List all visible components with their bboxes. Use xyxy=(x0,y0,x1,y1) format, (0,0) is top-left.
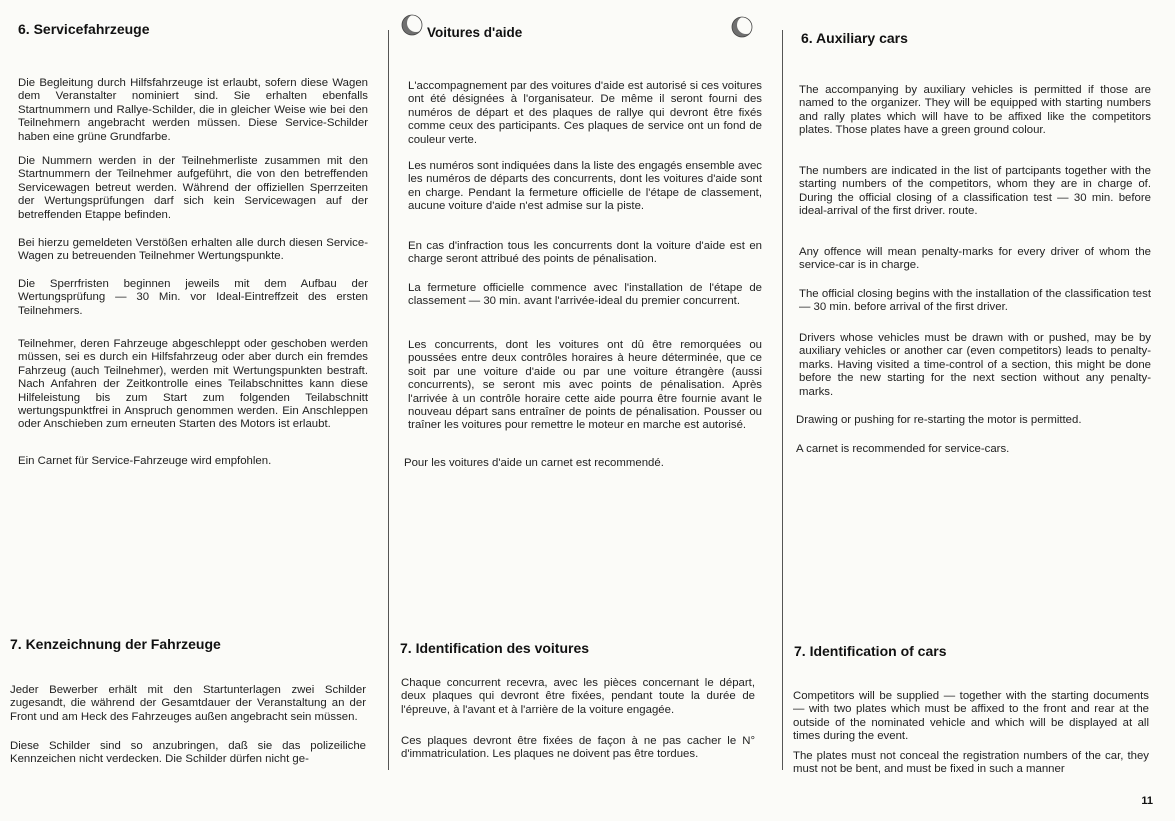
french-section6-paragraph-6: Pour les voitures d'aide un carnet est recommendé. xyxy=(404,457,664,469)
english-section7-paragraph-1: Competitors will be supplied — together with the starting documents — with two plates which must be affixed to the front and rear at the outside of the nominated vehicle and which will be displayed at all times during the event. xyxy=(793,690,1149,743)
moon-logo-icon xyxy=(401,14,423,36)
english-section6-paragraph-6: Drawing or pushing for re-starting the motor is permitted. xyxy=(796,414,1082,426)
german-section7-title: 7. Kenzeichnung der Fahrzeuge xyxy=(10,636,221,652)
french-section7-paragraph-1: Chaque concurrent recevra, avec les pièces concernant le départ, deux plaques qui devront être fixées, pendant toute la durée de l'épreuve, à l'avant et à l'arrière de la voiture engagée. xyxy=(401,677,755,716)
english-section6-paragraph-2: The numbers are indicated in the list of partcipants together with the starting numbers of the competitors, whom they are in charge of. During the official closing of a classification test — 30 min. before ideal-arrival of the first driver. route. xyxy=(799,165,1151,218)
page-number: 11 xyxy=(1141,795,1153,807)
german-section6-title: 6. Servicefahrzeuge xyxy=(18,21,150,37)
german-section6-paragraph-3: Bei hierzu gemeldeten Verstößen erhalten alle durch diesen Service-Wagen zu betreuenden Teilnehmer Wertungspunkte. xyxy=(18,237,368,263)
german-section6-paragraph-1: Die Begleitung durch Hilfsfahrzeuge ist erlaubt, sofern diese Wagen dem Veranstalter nominiert sind. Sie erhalten ebenfalls Startnummern und Rallye-Schilder, die in gleicher Weise wie bei den Teilnehmern angebracht werden müssen. Diese Service-Schilder haben eine grüne Grundfarbe. xyxy=(18,77,368,143)
english-section6-paragraph-4: The official closing begins with the installation of the classification test — 30 min. before arrival of the first driver. xyxy=(799,288,1151,314)
english-section6-title: 6. Auxiliary cars xyxy=(801,30,908,46)
german-section6-paragraph-5: Teilnehmer, deren Fahrzeuge abgeschleppt oder geschoben werden müssen, sei es durch ein Hilfsfahrzeug oder aber durch ein fremdes Fahrzeug (auch Teilnehmer), werden mit Wertungspunkten bestraft. Nach Anfahren der Zeitkontrolle eines Teilabschnittes kann diese Hilfeleistung bis zum Start zum folgenden Teilabschnitt wertungspunktfrei in Anspruch genommen werden. Ein Anschleppen oder Anschieben zum erneuten Starten des Motors ist erlaubt. xyxy=(18,338,368,431)
column-divider-right xyxy=(782,30,783,770)
column-divider-left xyxy=(388,30,389,770)
french-section6-paragraph-5: Les concurrents, dont les voitures ont dû être remorquées ou poussées entre deux contrôles horaires à heure déterminée, que ce soit par une voiture d'aide ou par une voiture étrangère (aussi concurrents), se seront mis avec points de pénalisation. Après l'arrivée à un contrôle horaire cette aide pourra être fournie avant le nouveau départ sans entraîner de points de pénalisation. Pousser ou traîner les voitures pour remettre le moteur en marche est autorisé. xyxy=(408,339,762,432)
english-section6-paragraph-1: The accompanying by auxiliary vehicles is permitted if those are named to the organizer. They will be equipped with starting numbers and rally plates which will have to be affixed like the competitors plates. Those plates have a green ground colour. xyxy=(799,84,1151,137)
english-section7-title: 7. Identification of cars xyxy=(794,643,947,659)
german-section7-paragraph-2: Diese Schilder sind so anzubringen, daß sie das polizeiliche Kennzeichen nicht verdecken. Die Schilder dürfen nicht ge- xyxy=(10,740,366,766)
french-section6-paragraph-2: Les numéros sont indiquées dans la liste des engagés ensemble avec les numéros de départs des concurrents, dont les voitures d'aide sont en charge. Pendant la fermeture officielle de l'étape de classement, aucune voiture d'aide n'est admise sur la piste. xyxy=(408,160,762,213)
moon-logo-icon xyxy=(731,16,753,38)
english-section6-paragraph-3: Any offence will mean penalty-marks for every driver of whom the service-car is in charge. xyxy=(799,246,1151,272)
german-section7-paragraph-1: Jeder Bewerber erhält mit den Startunterlagen zwei Schilder zugesandt, die während der Gesamtdauer der Veranstaltung an der Front und am Heck des Fahrzeuges außen angebracht sein müssen. xyxy=(10,684,366,723)
french-section6-paragraph-4: La fermeture officielle commence avec l'installation de l'étape de classement — 30 min. avant l'arrivée-ideal du premier concurrent. xyxy=(408,282,762,308)
english-section6-paragraph-5: Drivers whose vehicles must be drawn with or pushed, may be by auxiliary vehicles or another car (even competitors) leads to penalty-marks. Having visited a time-control of a section, this might be done before the new starting for the next section without any penalty-marks. xyxy=(799,332,1151,398)
english-column xyxy=(784,0,1175,821)
german-section6-paragraph-4: Die Sperrfristen beginnen jeweils mit dem Aufbau der Wertungsprüfung — 30 Min. vor Ideal-Eintreffzeit des ersten Teilnehmers. xyxy=(18,278,368,317)
german-section6-paragraph-6: Ein Carnet für Service-Fahrzeuge wird empfohlen. xyxy=(18,455,272,467)
french-column xyxy=(390,0,782,821)
english-section6-paragraph-7: A carnet is recommended for service-cars. xyxy=(796,443,1010,455)
french-section6-paragraph-3: En cas d'infraction tous les concurrents dont la voiture d'aide est en charge seront attribué des points de pénalisation. xyxy=(408,240,762,266)
french-section7-paragraph-2: Ces plaques devront être fixées de façon à ne pas cacher le N° d'immatriculation. Les plaques ne doivent pas être tordues. xyxy=(401,735,755,761)
french-section7-title: 7. Identification des voitures xyxy=(400,640,590,656)
german-section6-paragraph-2: Die Nummern werden in der Teilnehmerliste zusammen mit den Startnummern der Teilnehmer aufgeführt, die von den betreffenden Servicewagen betreut werden. Während der offiziellen Sperrzeiten der Wertungsprüfungen darf sich kein Servicewagen auf der betreffenden Etappe befinden. xyxy=(18,155,368,221)
english-section7-paragraph-2: The plates must not conceal the registration numbers of the car, they must not be bent, and must be fixed in such a manner xyxy=(793,750,1149,776)
french-section6-title: Voitures d'aide xyxy=(427,25,523,40)
german-column xyxy=(0,0,388,821)
french-section6-paragraph-1: L'accompagnement par des voitures d'aide est autorisé si ces voitures ont été désignées à l'organisateur. De même il seront fourni des numéros de départ et des plaques de rallye qui devront être fixés comme ceux des participants. Ces plaques de service ont un fond de couleur verte. xyxy=(408,80,762,146)
